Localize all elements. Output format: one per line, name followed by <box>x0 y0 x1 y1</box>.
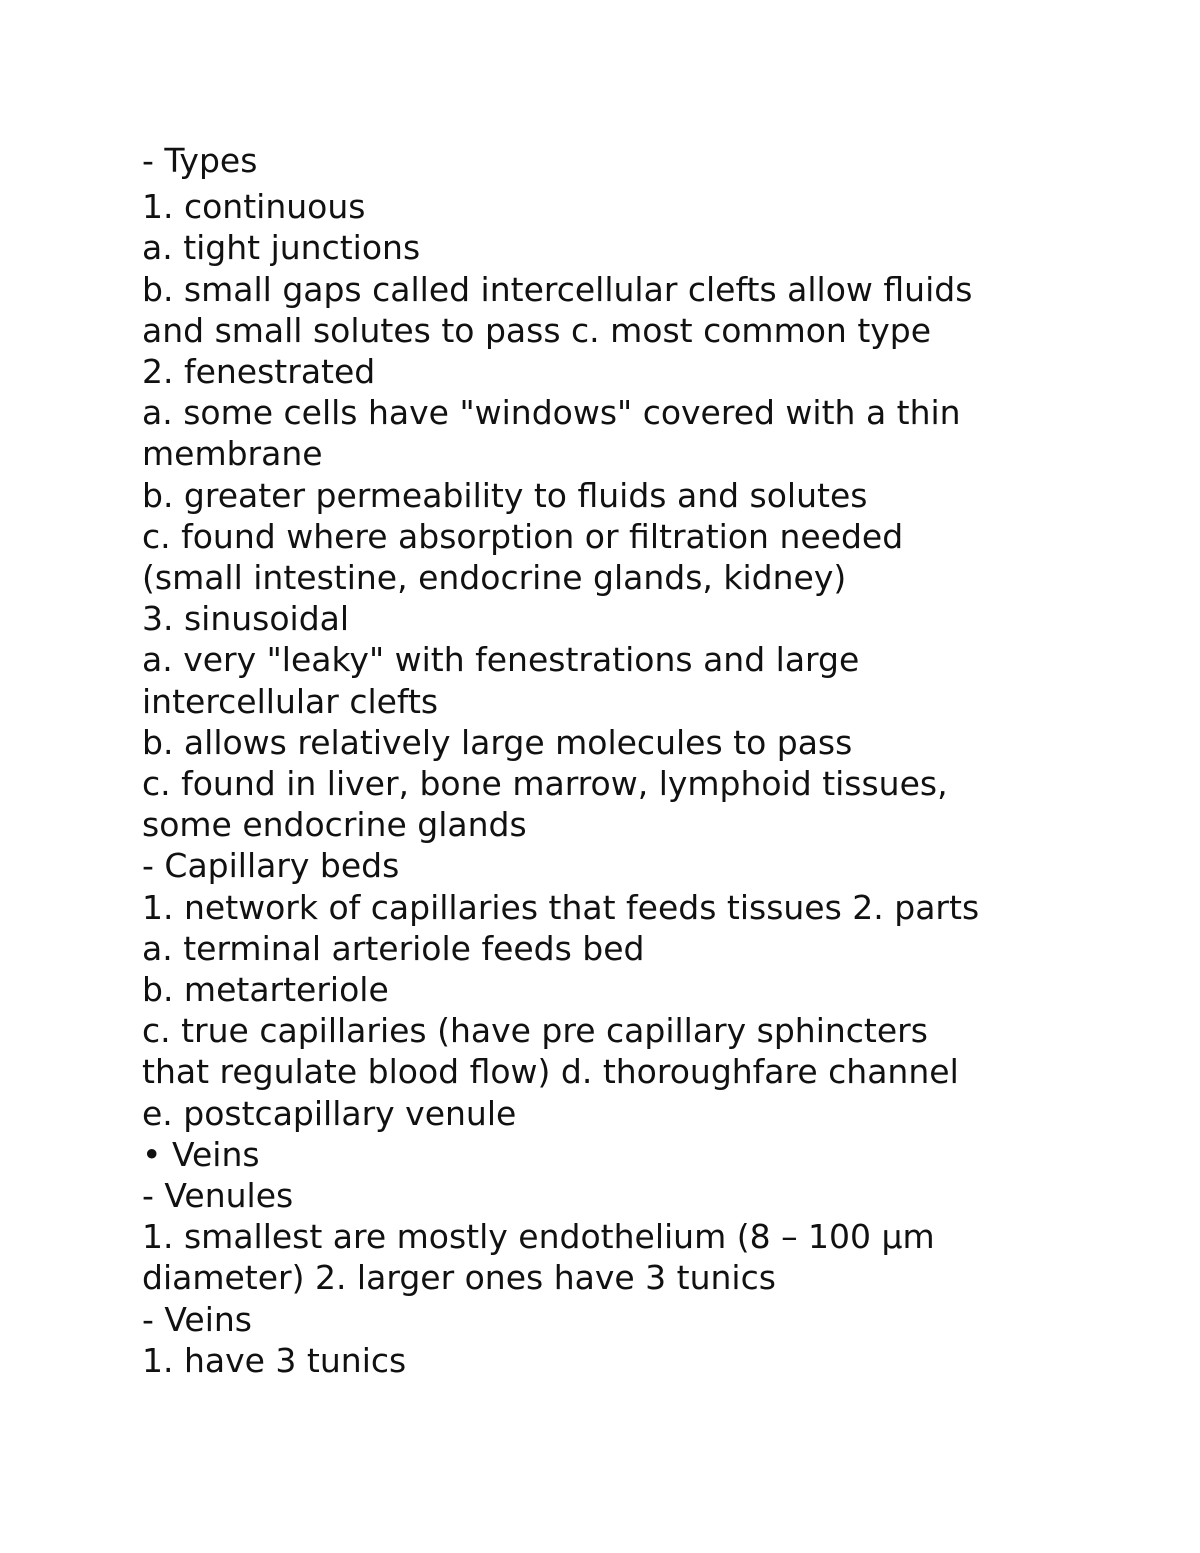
text-line: 2. fenestrated <box>142 352 376 392</box>
text-line: 1. continuous <box>142 187 366 227</box>
text-line: a. some cells have "windows" covered with a thin <box>142 393 961 433</box>
document-text <box>142 140 1062 1381</box>
text-line: intercellular clefts <box>142 681 439 721</box>
text-line: c. found where absorption or filtration needed <box>142 516 904 556</box>
text-line: - Types <box>142 141 258 180</box>
text-line: a. tight junctions <box>142 228 421 268</box>
text-line: diameter) 2. larger ones have 3 tunics <box>142 1258 776 1298</box>
text-line: c. found in liver, bone marrow, lymphoid tissues, <box>142 764 948 804</box>
text-line: e. postcapillary venule <box>142 1093 517 1133</box>
text-line: that regulate blood flow) d. thoroughfare channel <box>142 1052 959 1092</box>
text-line: 1. have 3 tunics <box>142 1340 407 1380</box>
text-line: 1. network of capillaries that feeds tissues 2. parts <box>142 887 980 927</box>
text-line: b. greater permeability to fluids and solutes <box>142 475 868 515</box>
text-line: (small intestine, endocrine glands, kidney) <box>142 558 847 598</box>
text-line: 3. sinusoidal <box>142 599 350 639</box>
text-line: b. small gaps called intercellular clefts allow fluids <box>142 269 973 309</box>
text-line: - Venules <box>142 1176 294 1216</box>
text-line: c. true capillaries (have pre capillary sphincters <box>142 1011 928 1051</box>
text-line: b. metarteriole <box>142 970 389 1010</box>
text-line: 1. smallest are mostly endothelium (8 – 100 µm <box>142 1217 935 1257</box>
text-line: and small solutes to pass c. most common type <box>142 310 932 350</box>
text-line: - Veins <box>142 1299 252 1339</box>
text-line: a. very "leaky" with fenestrations and large <box>142 640 860 680</box>
text-line: a. terminal arteriole feeds bed <box>142 928 645 968</box>
text-line: some endocrine glands <box>142 805 527 845</box>
text-line: b. allows relatively large molecules to pass <box>142 722 853 762</box>
text-line: • Veins <box>142 1134 260 1174</box>
text-line: - Capillary beds <box>142 846 400 886</box>
text-line: membrane <box>142 434 323 474</box>
